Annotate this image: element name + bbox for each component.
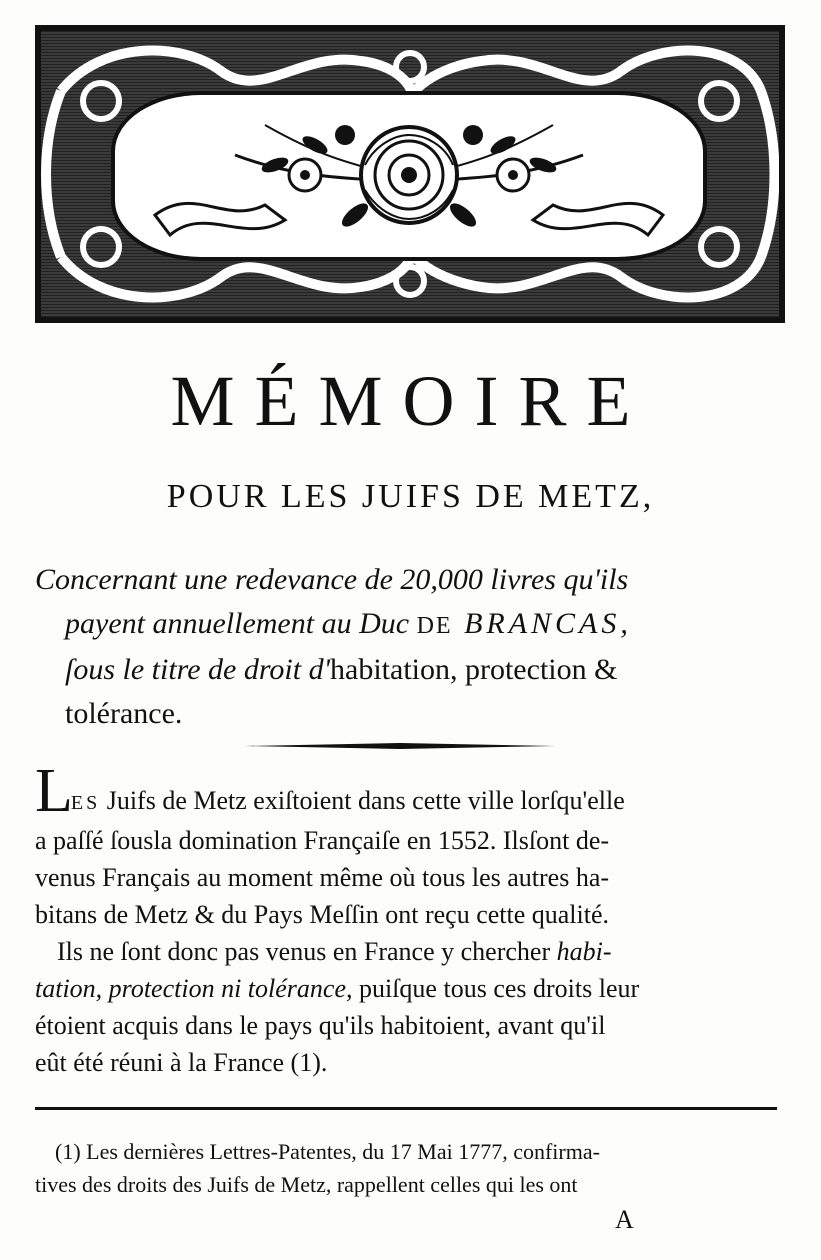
- body-line-7: étoient acquis dans le pays qu'ils habitoient, avant qu'il: [35, 1011, 606, 1040]
- concern-line-3: [35, 648, 795, 692]
- drop-cap-smallcaps: ES: [70, 792, 101, 814]
- signature-mark: A: [615, 1205, 634, 1234]
- concern-line-2-name: BRANCAS,: [452, 607, 632, 640]
- concern-line-2-de: DE: [416, 613, 453, 639]
- concern-line-1: Concernant une redevance de 20,000 livres qu'ils: [35, 563, 629, 596]
- footnote-line-2: tives des droits des Juifs de Metz, rappellent celles qui les ont: [35, 1172, 578, 1197]
- floral-ornament-header: [35, 25, 785, 323]
- body-line-1: [35, 757, 795, 825]
- concern-line-2-text: payent annuellement au Duc: [65, 607, 417, 640]
- tapered-rule-divider: [245, 743, 555, 749]
- body-text: [35, 757, 795, 1081]
- body-line-6: [35, 970, 795, 1007]
- body-line-6-text: puiſque tous ces droits leur: [352, 974, 640, 1003]
- concern-line-4: tolérance.: [65, 697, 183, 730]
- body-line-3: venus Français au moment même où tous les autres ha-: [35, 863, 610, 892]
- footnote-line-1: (1) Les dernières Lettres-Patentes, du 17 Mai 1777, confirma-: [55, 1139, 600, 1164]
- page-subtitle: POUR LES JUIFS DE METZ,: [166, 478, 655, 515]
- body-line-2: a paſſé ſousla domination Françaiſe en 1552. Ilsſont de-: [35, 826, 610, 855]
- footnote-separator: [35, 1107, 777, 1110]
- drop-cap: L: [35, 757, 71, 825]
- body-line-1-text: Juifs de Metz exiſtoient dans cette ville lorſqu'elle: [100, 786, 625, 815]
- body-line-5-text: Ils ne ſont donc pas venus en France y chercher: [57, 937, 557, 966]
- body-line-6-italic: tation, protection ni tolérance,: [35, 974, 353, 1003]
- page-title: MÉMOIRE: [170, 361, 651, 441]
- body-line-4: bitans de Metz & du Pays Meſſin ont reçu cette qualité.: [35, 900, 610, 929]
- ornament-cartouche: [111, 91, 707, 261]
- concern-line-2: [35, 602, 795, 648]
- flower-bouquet-icon: [115, 95, 703, 257]
- body-line-5: [35, 933, 795, 970]
- footnote: [35, 1135, 795, 1201]
- concern-line-3-text: ſous le titre de droit d': [65, 653, 331, 686]
- concern-line-3-upright: habitation, protection &: [330, 653, 618, 686]
- body-line-5-italic: habi-: [556, 937, 612, 966]
- concerning-paragraph: [35, 558, 795, 736]
- body-line-8: eût été réuni à la France (1).: [35, 1048, 328, 1077]
